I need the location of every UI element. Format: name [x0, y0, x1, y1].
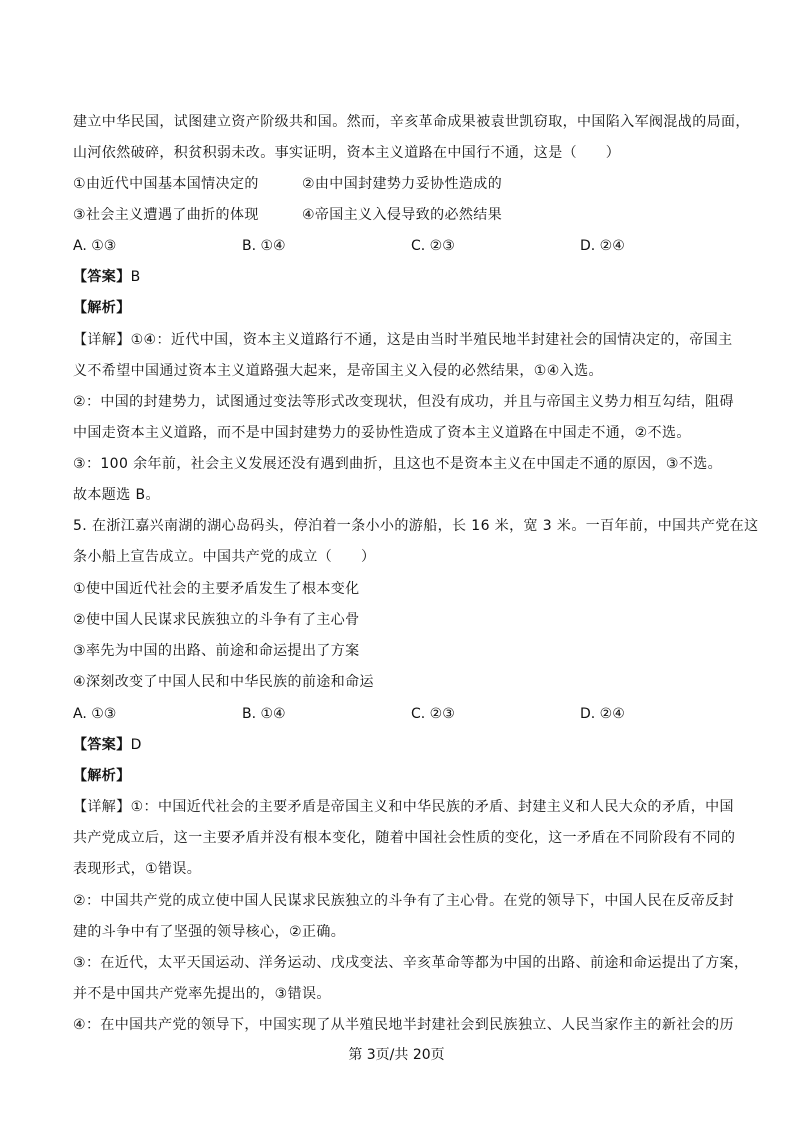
- q5-stem-line-1: 5. 在浙江嘉兴南湖的湖心岛码头，停泊着一条小小的游船，长 16 米，宽 3 米。一百年前，中国共产党在这: [73, 518, 759, 534]
- q4-option-b: B. ①④: [242, 238, 286, 254]
- q4-option-a: A. ①③: [73, 238, 117, 254]
- q5-answer-tag: 【答案】: [73, 737, 131, 753]
- q4-analysis-tag: 【解析】: [73, 300, 131, 316]
- q5-detail-line-2: 共产党成立后，这一主要矛盾并没有根本变化，随着中国社会性质的变化，这一矛盾在不同阶段有不同的: [73, 830, 736, 846]
- q4-detail-line-4: 中国走资本主义道路，而不是中国封建势力的妥协性造成了资本主义道路在中国走不通，②不选。: [73, 425, 691, 441]
- q5-statement-2: ②使中国人民谋求民族独立的斗争有了主心骨: [73, 612, 360, 628]
- q5-stem-line-2: 条小船上宣告成立。中国共产党的成立（ ）: [73, 549, 376, 565]
- q5-detail-line-3: 表现形式，①错误。: [73, 861, 202, 877]
- q5-statement-1: ①使中国近代社会的主要矛盾发生了根本变化: [73, 581, 360, 597]
- q5-detail-line-8: ④：在中国共产党的领导下，中国实现了从半殖民地半封建社会到民族独立、人民当家作主的新社会的历: [73, 1017, 734, 1033]
- q5-detail-line-1: 【详解】①：中国近代社会的主要矛盾是帝国主义和中华民族的矛盾、封建主义和人民大众的矛盾，中国: [73, 799, 734, 815]
- q4-option-d: D. ②④: [580, 238, 625, 254]
- q5-detail-line-5: 建的斗争中有了坚强的领导核心，②正确。: [73, 924, 346, 940]
- q4-option-c: C. ②③: [411, 238, 455, 254]
- q4-detail-line-1: 【详解】①④：近代中国，资本主义道路行不通，这是由当时半殖民地半封建社会的国情决定的，帝国主: [73, 332, 733, 348]
- q5-answer-line: [73, 735, 142, 755]
- q5-detail-line-7: 并不是中国共产党率先提出的，③错误。: [73, 986, 331, 1002]
- q5-detail-line-4: ②：中国共产党的成立使中国人民谋求民族独立的斗争有了主心骨。在党的领导下，中国人民在反帝反封: [73, 893, 734, 909]
- q4-detail-line-6: 故本题选 B。: [73, 487, 160, 503]
- q4-answer-line: [73, 267, 141, 287]
- q5-option-b: B. ①④: [242, 706, 286, 722]
- q4-detail-line-5: ③：100 余年前，社会主义发展还没有遇到曲折，且这也不是资本主义在中国走不通的原因，③不选。: [73, 456, 723, 472]
- q5-detail-line-6: ③：在近代，太平天国运动、洋务运动、戊戌变法、辛亥革命等都为中国的出路、前途和命运提出了方案，: [73, 955, 749, 971]
- q4-stem-line-2: 山河依然破碎，积贫积弱未改。事实证明，资本主义道路在中国行不通，这是（ ）: [73, 145, 621, 161]
- q4-detail-line-2: 义不希望中国通过资本主义道路强大起来，是帝国主义入侵的必然结果，①④入选。: [73, 363, 603, 379]
- q5-option-d: D. ②④: [580, 706, 625, 722]
- q5-statement-3: ③率先为中国的出路、前途和命运提出了方案: [73, 643, 360, 659]
- q4-answer-tag: 【答案】: [73, 269, 131, 285]
- q5-option-c: C. ②③: [411, 706, 455, 722]
- q4-detail-line-3: ②：中国的封建势力，试图通过变法等形式改变现状，但没有成功，并且与帝国主义势力相互勾结，阻碍: [73, 394, 734, 410]
- q5-statement-4: ④深刻改变了中国人民和中华民族的前途和命运: [73, 674, 374, 690]
- q4-statement-1: ①由近代中国基本国情决定的 ②由中国封建势力妥协性造成的: [73, 176, 503, 192]
- q4-statement-2: ③社会主义遭遇了曲折的体现 ④帝国主义入侵导致的必然结果: [73, 207, 503, 223]
- q4-answer-value: B: [130, 269, 141, 285]
- q5-analysis-tag: 【解析】: [73, 768, 131, 784]
- q4-stem-line-1: 建立中华民国，试图建立资产阶级共和国。然而，辛亥革命成果被袁世凯窃取，中国陷入军阀混战的局面，: [73, 114, 750, 130]
- q5-answer-value: D: [130, 737, 142, 753]
- q5-option-a: A. ①③: [73, 706, 117, 722]
- page-footer: 第 3页/共 20页: [348, 1047, 445, 1063]
